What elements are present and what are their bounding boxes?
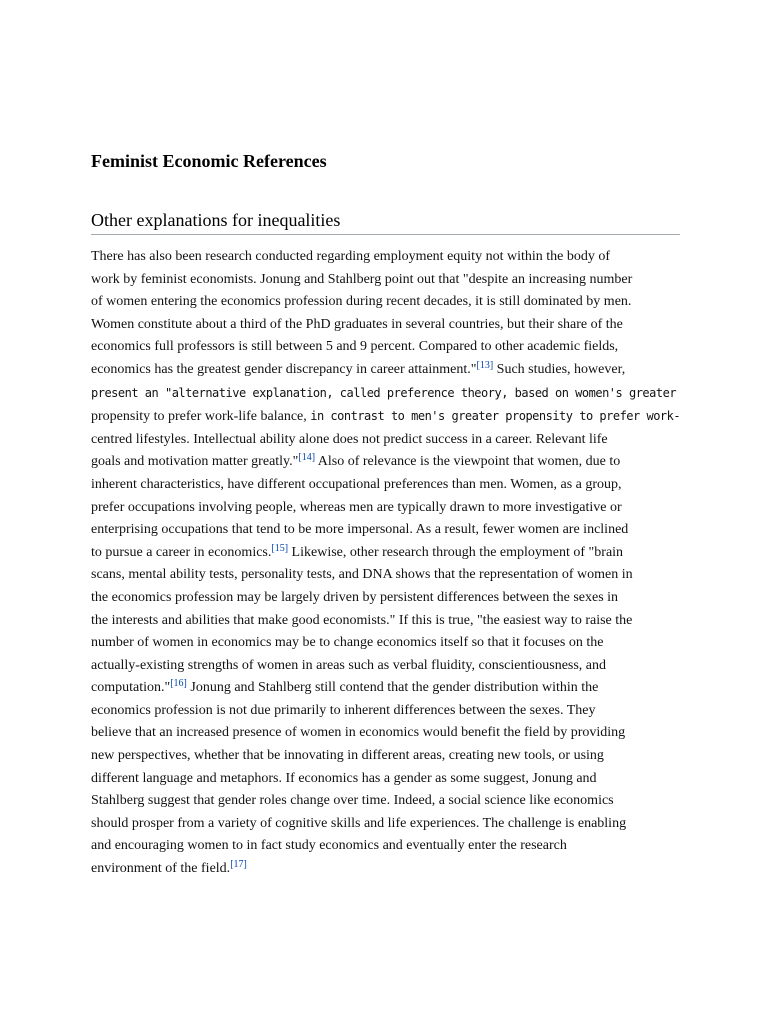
text-run: prefer occupations involving people, whereas men are typically drawn to more investigative or (91, 499, 622, 515)
citation-reference (230, 859, 247, 870)
text-run: of women entering the economics profession during recent decades, it is still dominated by men. (91, 294, 632, 310)
text-run: economics profession is not due primarily to inherent differences between the sexes. They (91, 702, 596, 718)
text-run: should prosper from a variety of cognitive skills and life experiences. The challenge is enabling (91, 815, 627, 831)
text-run: enterprising occupations that tend to be more impersonal. As a result, fewer women are inclined (91, 522, 629, 538)
citation-reference (170, 678, 187, 689)
paragraph-line (91, 835, 680, 858)
text-run: actually-existing strengths of women in areas such as verbal fluidity, conscientiousness, and (91, 657, 607, 673)
paragraph-line (91, 564, 680, 587)
citation-link[interactable]: [14] (298, 452, 316, 464)
text-run: Likewise, other research through the employment of "brain (288, 544, 624, 560)
text-run: Women constitute about a third of the PhD graduates in several countries, but their share of the (91, 316, 623, 332)
paragraph-line (91, 677, 680, 700)
text-run: new perspectives, whether that be innovating in different areas, creating new tools, or using (91, 748, 604, 764)
text-run: the economics profession may be largely driven by persistent differences between the sexes in (91, 589, 619, 605)
text-run: to pursue a career in economics. (91, 544, 272, 560)
section-heading: Other explanations for inequalities (91, 208, 680, 235)
paragraph-line (91, 790, 680, 813)
text-run: the interests and abilities that make good economists." If this is true, "the easiest way to raise the (91, 612, 633, 628)
paragraph-line (91, 768, 680, 791)
paragraph-line (91, 382, 680, 406)
paragraph-line (91, 429, 680, 452)
paragraph-line (91, 336, 680, 359)
paragraph-line (91, 359, 680, 382)
text-run: different language and metaphors. If economics has a gender as some suggest, Jonung and (91, 770, 597, 786)
text-run: number of women in economics may be to change economics itself so that it focuses on the (91, 635, 604, 651)
citation-link[interactable]: [17] (230, 859, 247, 871)
text-run: economics full professors is still between 5 and 9 percent. Compared to other academic fields, (91, 339, 619, 355)
monospace-text-run: in contrast to men's greater propensity to prefer work- (310, 409, 681, 424)
citation-link[interactable]: [16] (170, 678, 187, 690)
paragraph-line (91, 497, 680, 520)
text-run: Jonung and Stahlberg still contend that the gender distribution within the (186, 680, 599, 696)
paragraph-line (91, 314, 680, 337)
paragraph-line (91, 655, 680, 678)
monospace-text-run: present an "alternative explanation, called preference theory, based on women's greater (91, 385, 677, 400)
paragraph-line (91, 610, 680, 633)
citation-reference (298, 452, 315, 463)
text-run: propensity to prefer work-life balance, (91, 409, 311, 425)
text-run: computation." (91, 680, 171, 696)
paragraph-line (91, 405, 680, 429)
text-run: economics has the greatest gender discrepancy in career attainment." (91, 361, 477, 377)
paragraph-line (91, 246, 680, 269)
text-run: There has also been research conducted regarding employment equity not within the body of (91, 249, 610, 264)
text-run: goals and motivation matter greatly." (91, 454, 299, 470)
text-run: scans, mental ability tests, personality tests, and DNA shows that the representation of women in (91, 567, 633, 583)
paragraph-line (91, 745, 680, 768)
text-run: Such studies, however, (493, 361, 626, 377)
text-run: work by feminist economists. Jonung and Stahlberg point out that "despite an increasing number (91, 271, 633, 287)
text-run: believe that an increased presence of women in economics would benefit the field by providing (91, 725, 626, 741)
text-run: Also of relevance is the viewpoint that women, due to (315, 454, 621, 470)
paragraph-line (91, 722, 680, 745)
text-run: and encouraging women to in fact study economics and eventually enter the research (91, 838, 567, 854)
citation-link[interactable]: [15] (271, 542, 289, 554)
paragraph-line (91, 519, 680, 542)
text-run: inherent characteristics, have different occupational preferences than men. Women, as a group, (91, 476, 622, 492)
text-run: Stahlberg suggest that gender roles change over time. Indeed, a social science like economics (91, 793, 614, 809)
paragraph-line (91, 542, 680, 565)
paragraph-line (91, 858, 680, 881)
paragraph-line (91, 632, 680, 655)
body-paragraph (91, 246, 680, 881)
paragraph-line (91, 451, 680, 474)
paragraph-line (91, 291, 680, 314)
paragraph-line (91, 474, 680, 497)
paragraph-line (91, 813, 680, 836)
citation-reference (271, 543, 288, 554)
paragraph-line (91, 269, 680, 292)
paragraph-line (91, 700, 680, 723)
citation-reference (477, 360, 494, 371)
citation-link[interactable]: [13] (476, 359, 494, 371)
document-title: Feminist Economic References (91, 151, 327, 171)
text-run: environment of the field. (91, 861, 231, 877)
text-run: centred lifestyles. Intellectual ability alone does not predict success in a career. Relevant life (91, 431, 608, 447)
paragraph-line (91, 587, 680, 610)
